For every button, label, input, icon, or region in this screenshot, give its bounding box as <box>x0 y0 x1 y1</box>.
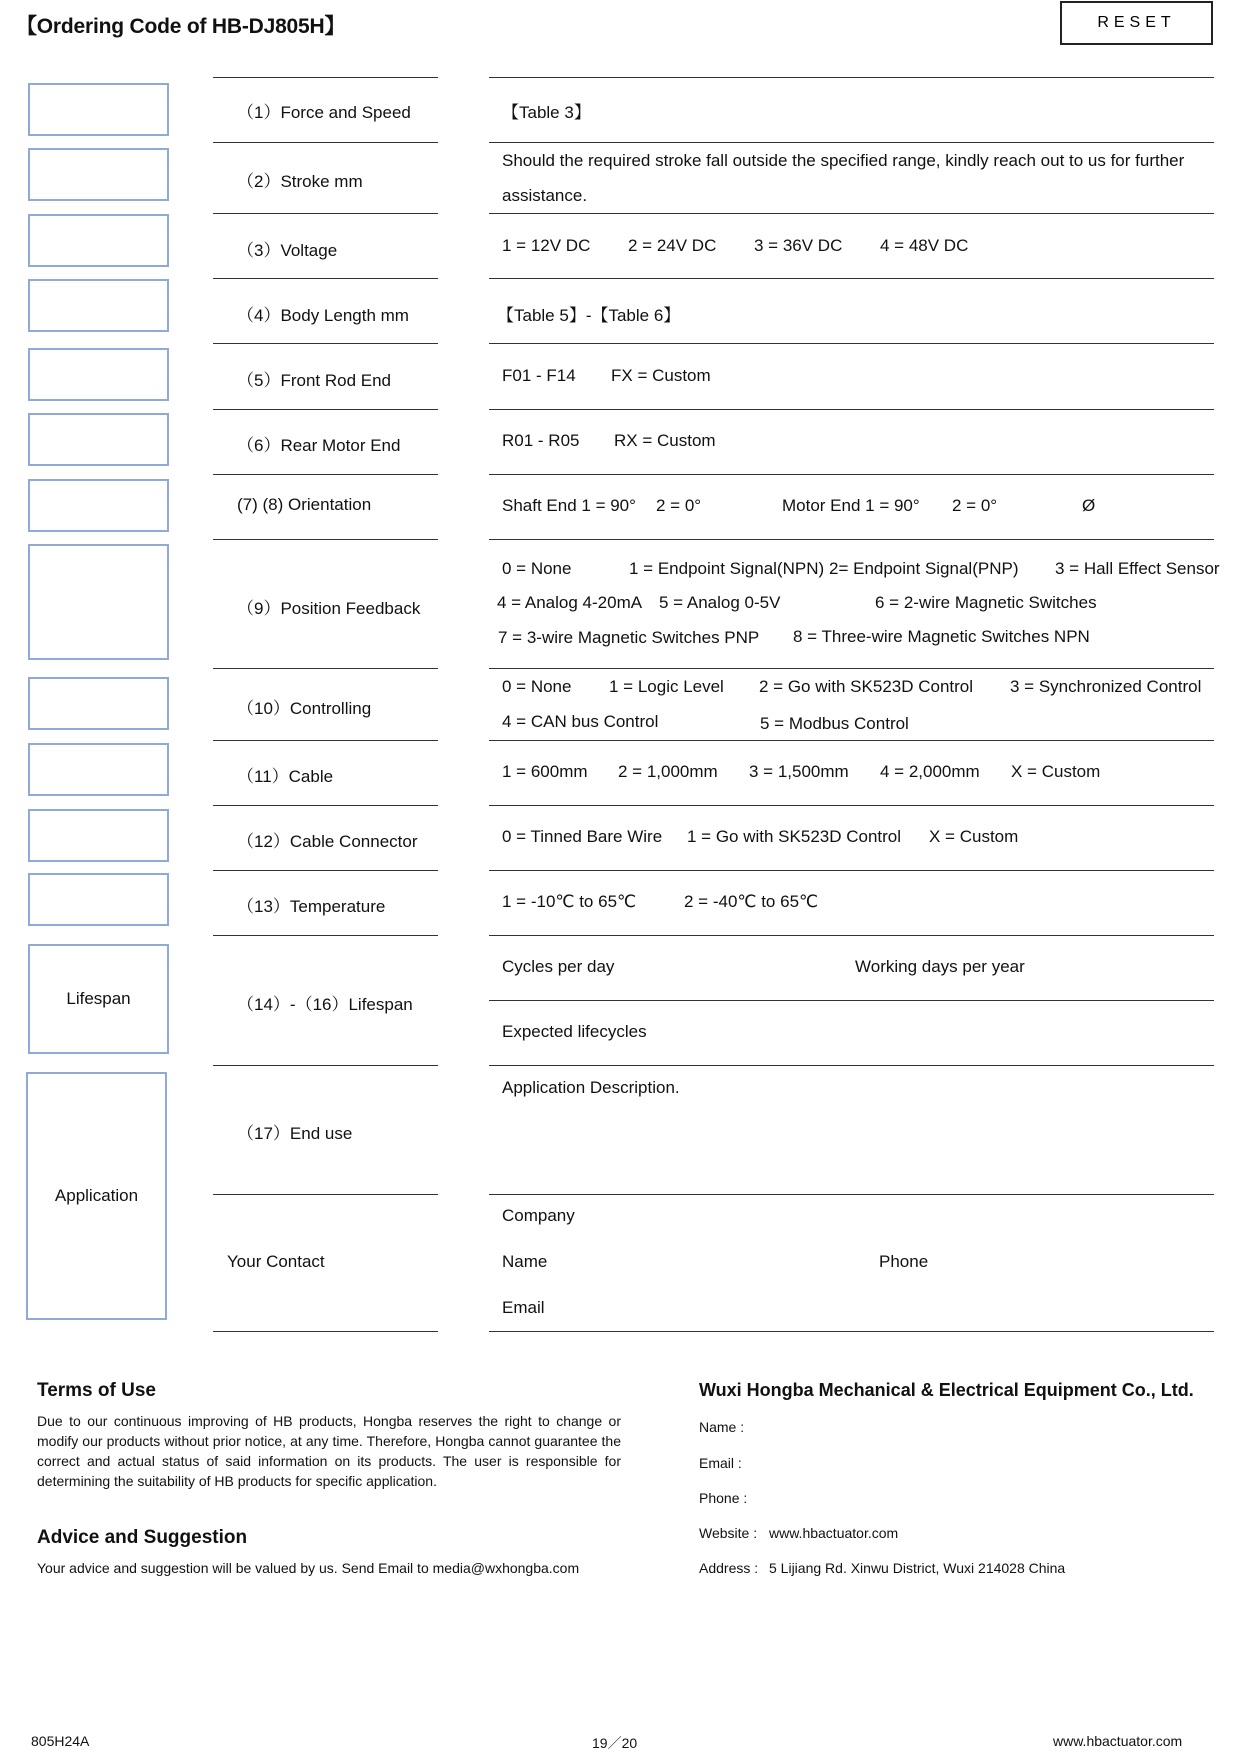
value-control-5: 5 = Modbus Control <box>760 714 909 733</box>
label-orientation: (7) (8) Orientation <box>237 495 372 514</box>
divider <box>213 343 438 344</box>
divider <box>213 142 438 143</box>
value-diameter-symbol: Ø <box>1082 496 1096 515</box>
value-cable-custom: X = Custom <box>1011 762 1101 781</box>
label-rear-motor-end: （6）Rear Motor End <box>237 436 401 455</box>
value-feedback-6: 6 = 2-wire Magnetic Switches <box>875 593 1097 612</box>
label-your-contact: Your Contact <box>227 1252 325 1271</box>
value-feedback-8: 8 = Three-wire Magnetic Switches NPN <box>793 627 1090 646</box>
company-website-link[interactable]: www.hbactuator.com <box>769 1525 899 1541</box>
company-address-label: Address : <box>699 1560 759 1576</box>
divider <box>489 870 1214 871</box>
value-stroke-note: Should the required stroke fall outside the specified range, kindly reach out to us for further <box>502 151 1185 170</box>
divider <box>213 668 438 669</box>
label-cable: （11）Cable <box>237 767 334 786</box>
terms-body: Due to our continuous improving of HB products, Hongba reserves the right to change or modify our products without prior notice, at any time. Therefore, Hongba cannot guarantee the correct and actual status of said information on its products. The user is responsible for determining the suitability of HB products for specific application. <box>37 1413 621 1489</box>
company-address: 5 Lijiang Rd. Xinwu District, Wuxi 214028 China <box>769 1560 1066 1576</box>
divider <box>489 1194 1214 1195</box>
divider <box>489 935 1214 936</box>
email-label: Email <box>502 1298 545 1317</box>
label-temperature: （13）Temperature <box>237 897 386 916</box>
divider <box>489 77 1214 78</box>
divider <box>213 935 438 936</box>
label-stroke: （2）Stroke mm <box>237 172 363 191</box>
application-description-label: Application Description. <box>502 1078 680 1097</box>
divider <box>489 805 1214 806</box>
working-days-label: Working days per year <box>855 957 1025 976</box>
value-connector-custom: X = Custom <box>929 827 1019 846</box>
divider <box>213 77 438 78</box>
label-controlling: （10）Controlling <box>237 699 372 718</box>
company-title: Wuxi Hongba Mechanical & Electrical Equipment Co., Ltd. <box>699 1380 1194 1400</box>
value-motor-end-0: 2 = 0° <box>952 496 998 515</box>
footer-page-number: 19／20 <box>592 1735 638 1751</box>
value-table-3: 【Table 3】 <box>502 103 591 122</box>
label-voltage: （3）Voltage <box>237 241 338 260</box>
divider <box>213 805 438 806</box>
lifespan-box-label: Lifespan <box>66 989 131 1008</box>
value-rear-motor-range: R01 - R05 <box>502 431 580 450</box>
divider <box>213 740 438 741</box>
input-cable[interactable] <box>28 743 169 796</box>
value-voltage-3: 3 = 36V DC <box>754 236 843 255</box>
advice-body: Your advice and suggestion will be valued by us. Send Email to media@wxhongba.com <box>37 1560 580 1576</box>
divider <box>489 668 1214 669</box>
label-cable-connector: （12）Cable Connector <box>237 832 418 851</box>
value-body-length: 【Table 5】-【Table 6】 <box>497 306 681 325</box>
divider <box>213 474 438 475</box>
value-control-2: 2 = Go with SK523D Control <box>759 677 974 696</box>
company-email-label: Email : <box>699 1455 742 1471</box>
value-feedback-5: 5 = Analog 0-5V <box>659 593 781 612</box>
label-position-feedback: （9）Position Feedback <box>237 599 421 618</box>
value-control-3: 3 = Synchronized Control <box>1010 677 1202 696</box>
cycles-per-day-label: Cycles per day <box>502 957 615 976</box>
value-temperature-2: 2 = -40℃ to 65℃ <box>684 892 819 911</box>
company-label: Company <box>502 1206 575 1225</box>
divider <box>489 1000 1214 1001</box>
divider <box>213 1065 438 1066</box>
value-feedback-1: 1 = Endpoint Signal(NPN) <box>629 559 825 578</box>
value-shaft-end-0: 2 = 0° <box>656 496 702 515</box>
divider <box>489 1065 1214 1066</box>
input-temperature[interactable] <box>28 873 169 926</box>
value-cable-1: 1 = 600mm <box>502 762 588 781</box>
divider <box>489 142 1214 143</box>
divider <box>213 1194 438 1195</box>
value-connector-1: 1 = Go with SK523D Control <box>687 827 902 846</box>
divider <box>213 213 438 214</box>
page-title: 【Ordering Code of HB-DJ805H】 <box>16 15 346 38</box>
label-lifespan: （14）-（16）Lifespan <box>237 995 413 1014</box>
divider <box>213 278 438 279</box>
value-voltage-4: 4 = 48V DC <box>880 236 969 255</box>
input-force-speed[interactable] <box>28 83 169 136</box>
value-rear-motor-custom: RX = Custom <box>614 431 716 450</box>
divider <box>489 1331 1214 1332</box>
phone-label: Phone <box>879 1252 929 1271</box>
value-temperature-1: 1 = -10℃ to 65℃ <box>502 892 637 911</box>
divider <box>489 474 1214 475</box>
input-body-length[interactable] <box>28 279 169 332</box>
divider <box>213 1331 438 1332</box>
value-cable-3: 3 = 1,500mm <box>749 762 849 781</box>
footer-doc-code: 805H24A <box>31 1733 90 1749</box>
value-control-4: 4 = CAN bus Control <box>502 712 659 731</box>
footer-website: www.hbactuator.com <box>1053 1733 1183 1749</box>
expected-lifecycles-label: Expected lifecycles <box>502 1022 647 1041</box>
input-stroke[interactable] <box>28 148 169 201</box>
value-front-rod-custom: FX = Custom <box>611 366 711 385</box>
advice-title: Advice and Suggestion <box>37 1527 248 1548</box>
input-rear-motor-end[interactable] <box>28 413 169 466</box>
divider <box>489 278 1214 279</box>
divider <box>213 539 438 540</box>
value-control-1: 1 = Logic Level <box>609 677 724 696</box>
value-voltage-1: 1 = 12V DC <box>502 236 591 255</box>
input-front-rod-end[interactable] <box>28 348 169 401</box>
value-voltage-2: 2 = 24V DC <box>628 236 717 255</box>
value-feedback-0: 0 = None <box>502 559 572 578</box>
company-website-label: Website : <box>699 1525 758 1541</box>
input-controlling[interactable] <box>28 677 169 730</box>
divider <box>489 213 1214 214</box>
label-end-use: （17）End use <box>237 1124 353 1143</box>
company-phone-label: Phone : <box>699 1490 748 1506</box>
divider <box>489 740 1214 741</box>
terms-title: Terms of Use <box>37 1380 156 1401</box>
divider <box>489 343 1214 344</box>
value-front-rod-range: F01 - F14 <box>502 366 576 385</box>
value-shaft-end-90: Shaft End 1 = 90° <box>502 496 636 515</box>
label-front-rod-end: （5）Front Rod End <box>237 371 392 390</box>
label-force-speed: （1）Force and Speed <box>237 103 411 122</box>
reset-button[interactable]: RESET <box>1060 1 1213 45</box>
input-orientation[interactable] <box>28 479 169 532</box>
label-body-length: （4）Body Length mm <box>237 306 409 325</box>
value-cable-2: 2 = 1,000mm <box>618 762 718 781</box>
value-feedback-3: 3 = Hall Effect Sensor <box>1055 559 1220 578</box>
company-name-label: Name : <box>699 1419 745 1435</box>
value-control-0: 0 = None <box>502 677 572 696</box>
value-cable-4: 4 = 2,000mm <box>880 762 980 781</box>
value-feedback-2: 2= Endpoint Signal(PNP) <box>829 559 1019 578</box>
value-feedback-7: 7 = 3-wire Magnetic Switches PNP <box>498 628 760 647</box>
divider <box>213 409 438 410</box>
divider <box>489 539 1214 540</box>
value-stroke-note-2: assistance. <box>502 186 588 205</box>
value-connector-0: 0 = Tinned Bare Wire <box>502 827 663 846</box>
application-box-label: Application <box>54 1186 139 1205</box>
value-motor-end-90: Motor End 1 = 90° <box>782 496 920 515</box>
input-voltage[interactable] <box>28 214 169 267</box>
input-cable-connector[interactable] <box>28 809 169 862</box>
divider <box>489 409 1214 410</box>
divider <box>213 870 438 871</box>
application-box[interactable] <box>26 1072 167 1320</box>
lifespan-box[interactable] <box>28 944 169 1054</box>
value-feedback-4: 4 = Analog 4-20mA <box>497 593 643 612</box>
name-label: Name <box>502 1252 548 1271</box>
input-position-feedback[interactable] <box>28 544 169 660</box>
